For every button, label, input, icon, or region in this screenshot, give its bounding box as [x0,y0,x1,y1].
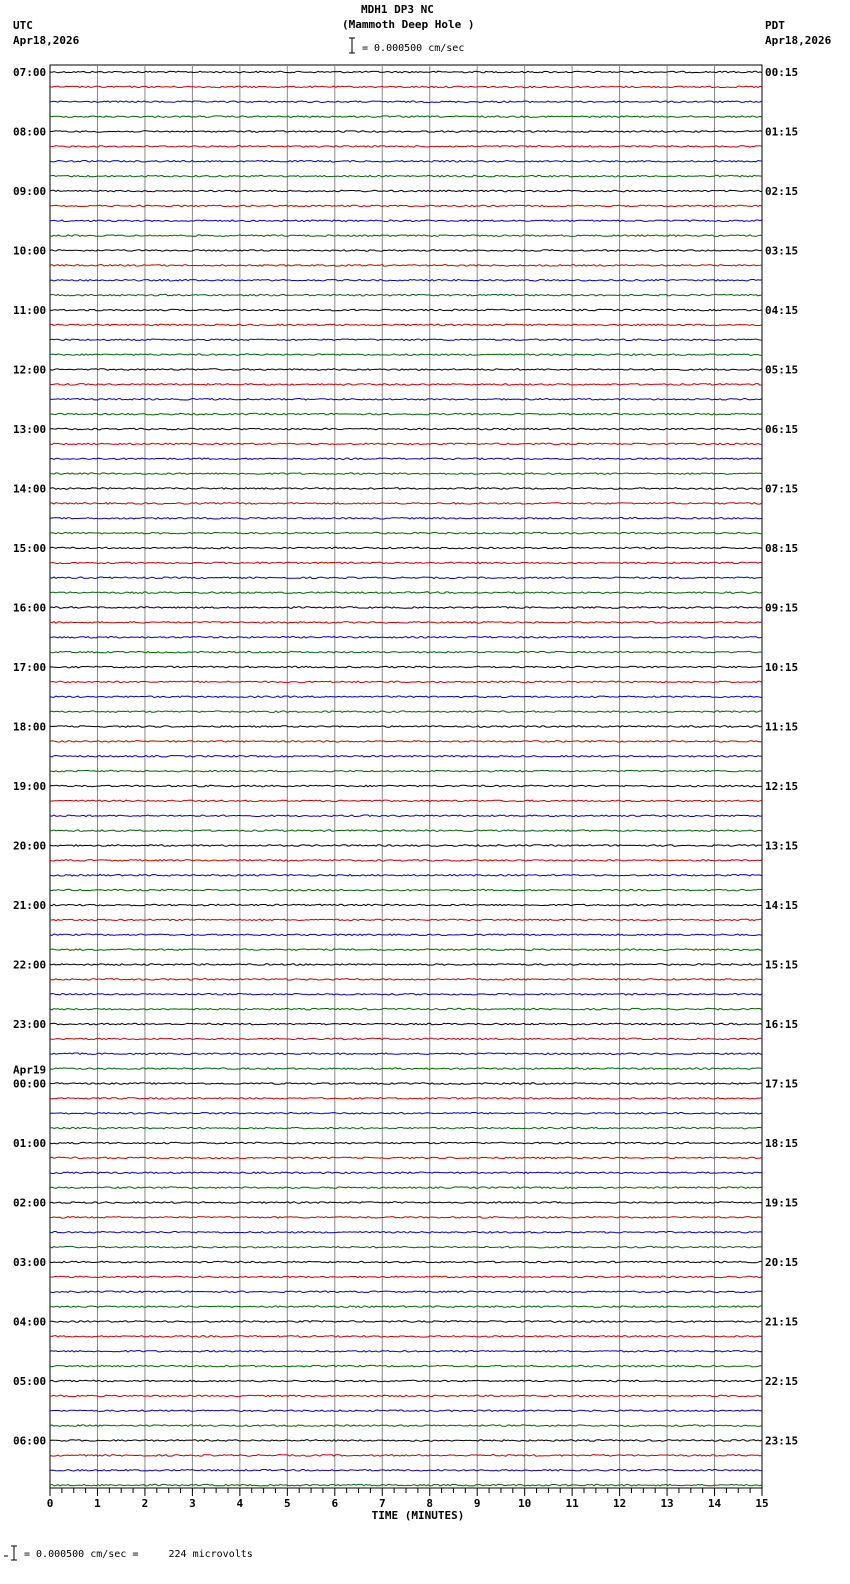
seismic-trace [50,1157,762,1159]
right-hour-label: 21:15 [765,1315,799,1329]
seismic-trace [50,979,762,981]
seismic-trace [50,1127,762,1129]
left-date: Apr18,2026 [13,34,80,47]
left-hour-label: 16:00 [13,601,47,615]
scale-bar-icon [349,38,355,53]
footer-scale-note: = 0.000500 cm/sec = 224 microvolts [24,1549,253,1560]
x-tick-label: 0 [46,1497,54,1510]
seismic-trace [50,607,762,609]
left-hour-label: 15:00 [13,542,47,555]
left-hour-label: 10:00 [13,244,47,258]
seismic-trace [50,1232,762,1234]
seismic-trace [50,637,762,639]
seismic-trace [50,1306,762,1308]
seismic-trace [50,1187,762,1189]
right-timezone: PDT [765,19,785,32]
left-hour-label: 17:00 [13,661,47,674]
seismic-trace [50,964,762,966]
seismic-trace [50,622,762,624]
seismic-trace [50,116,762,118]
right-hour-label: 17:15 [765,1077,799,1091]
x-tick-label: 7 [378,1497,386,1510]
right-hour-label: 02:15 [765,185,799,198]
seismic-trace [50,339,762,341]
right-hour-label: 08:15 [765,542,799,555]
plot-frame [50,65,762,1488]
right-hour-label: 12:15 [765,780,799,793]
seismic-trace [50,1053,762,1055]
seismic-trace [50,71,762,73]
x-tick-label: 15 [755,1497,769,1510]
seismic-trace [50,860,762,862]
right-hour-label: 19:15 [765,1196,799,1210]
seismic-trace [50,280,762,282]
left-hour-label: 20:00 [13,839,47,853]
right-date: Apr18,2026 [765,34,832,47]
seismic-trace [50,815,762,817]
x-tick-label: 2 [141,1497,149,1510]
scale-bar-label: = 0.000500 cm/sec [362,43,465,54]
left-hour-label: 04:00 [13,1315,47,1329]
station-location: (Mammoth Deep Hole ) [342,18,475,31]
right-hour-label: 13:15 [765,839,799,853]
x-tick-label: 8 [426,1497,434,1510]
seismic-trace [50,1098,762,1100]
right-hour-label: 05:15 [765,363,799,377]
seismic-trace [50,949,762,951]
seismic-trace [50,1291,762,1293]
left-hour-label: 08:00 [13,125,47,139]
seismic-trace [50,1276,762,1278]
seismic-trace [50,577,762,579]
seismic-trace [50,1246,762,1248]
seismic-trace [50,1351,762,1353]
seismic-trace [50,488,762,490]
left-hour-label: 22:00 [13,958,47,972]
seismic-trace [50,265,762,267]
left-hour-label: 19:00 [13,780,47,793]
x-tick-label: 14 [707,1497,722,1510]
x-tick-label: 13 [660,1497,674,1510]
right-hour-label: 00:15 [765,66,799,79]
seismic-trace [50,1261,762,1263]
station-title: MDH1 DP3 NC [361,3,434,16]
seismic-trace [50,651,762,653]
right-hour-label: 23:15 [765,1434,799,1448]
seismic-trace [50,175,762,177]
x-tick-label: 3 [189,1497,196,1510]
x-tick-label: 10 [518,1497,532,1510]
seismic-trace [50,934,762,936]
seismic-trace [50,904,762,906]
seismic-trace [50,324,762,326]
seismic-trace [50,101,762,103]
left-hour-label: 11:00 [13,304,47,317]
x-tick-label: 1 [94,1497,101,1510]
right-hour-label: 10:15 [765,661,799,674]
seismic-trace [50,711,762,713]
seismic-trace [50,146,762,148]
seismic-trace [50,220,762,222]
x-tick-label: 12 [612,1497,627,1510]
right-hour-label: 09:15 [765,601,799,615]
left-hour-label: 12:00 [13,363,47,377]
seismic-trace [50,235,762,237]
right-hour-label: 16:15 [765,1018,799,1031]
seismic-trace [50,161,762,163]
seismic-trace [50,1425,762,1427]
seismic-trace [50,1142,762,1144]
seismic-trace [50,1395,762,1397]
left-hour-label: 21:00 [13,899,47,912]
seismic-trace [50,875,762,877]
left-hour-label: 06:00 [13,1434,47,1448]
seismic-trace [50,830,762,832]
seismic-trace [50,681,762,683]
x-tick-label: 11 [565,1497,579,1510]
right-hour-label: 03:15 [765,244,799,258]
seismic-trace [50,428,762,430]
day-change-label: Apr19 [13,1063,47,1077]
seismic-trace [50,547,762,549]
right-hour-label: 01:15 [765,125,799,139]
seismic-trace [50,994,762,996]
seismic-trace [50,1038,762,1040]
seismic-trace [50,1380,762,1382]
right-hour-label: 20:15 [765,1256,799,1269]
seismic-trace [50,1068,762,1070]
right-hour-label: 15:15 [765,958,799,972]
seismic-trace [50,309,762,311]
left-hour-label: 01:00 [13,1137,47,1150]
seismic-trace [50,1172,762,1174]
left-hour-label: 07:00 [13,66,47,79]
left-timezone: UTC [13,19,33,32]
seismic-trace [50,845,762,847]
seismic-trace [50,458,762,460]
left-hour-label: 00:00 [13,1077,47,1091]
seismic-trace [50,770,762,772]
x-tick-label: 5 [284,1497,291,1510]
x-tick-label: 4 [236,1497,244,1510]
seismic-trace [50,1365,762,1367]
seismic-trace [50,1113,762,1115]
x-tick-label: 9 [473,1497,481,1510]
seismic-trace [50,1008,762,1010]
x-tick-label: 6 [331,1497,339,1510]
right-hour-label: 06:15 [765,423,799,436]
time-axis [47,1488,769,1522]
left-hour-label: 03:00 [13,1256,47,1269]
seismic-trace [50,473,762,475]
seismic-trace [50,1455,762,1457]
footer-scale-bar-icon [4,1546,17,1560]
seismic-trace [50,1202,762,1204]
right-hour-label: 04:15 [765,304,799,317]
right-hour-label: 18:15 [765,1137,799,1150]
seismic-trace [50,443,762,445]
seismic-trace [50,354,762,356]
right-hour-label: 14:15 [765,899,799,912]
seismic-trace [50,1321,762,1323]
seismic-trace [50,518,762,520]
right-hour-label: 07:15 [765,482,799,496]
seismic-trace [50,726,762,728]
left-hour-label: 09:00 [13,185,47,198]
seismic-trace [50,384,762,386]
seismic-trace [50,562,762,564]
seismic-trace [50,1470,762,1472]
seismic-trace [50,919,762,921]
seismic-trace [50,250,762,252]
seismic-trace [50,190,762,192]
seismic-trace [50,1336,762,1338]
seismic-trace [50,1083,762,1085]
left-hour-label: 05:00 [13,1375,47,1388]
left-hour-label: 23:00 [13,1018,47,1031]
seismic-trace [50,800,762,802]
seismic-trace [50,413,762,415]
seismic-trace [50,592,762,594]
right-hour-label: 22:15 [765,1375,799,1388]
seismic-trace [50,1410,762,1412]
seismic-trace [50,532,762,534]
seismic-trace [50,1217,762,1219]
seismic-trace [50,1023,762,1025]
seismic-trace [50,86,762,88]
time-grid [50,65,762,1488]
seismic-traces [50,71,762,1486]
seismic-trace [50,741,762,743]
left-hour-label: 13:00 [13,423,47,436]
seismic-trace [50,785,762,787]
x-axis-label: TIME (MINUTES) [371,1509,465,1522]
left-hour-label: 14:00 [13,482,47,496]
seismic-trace [50,756,762,758]
left-hour-label: 02:00 [13,1196,47,1210]
seismic-trace [50,205,762,207]
seismic-trace [50,503,762,505]
seismic-trace [50,1440,762,1442]
seismic-trace [50,1484,762,1486]
seismic-trace [50,294,762,296]
left-hour-label: 18:00 [13,720,47,734]
seismic-trace [50,696,762,698]
seismic-trace [50,131,762,133]
seismic-trace [50,399,762,401]
seismic-trace [50,666,762,668]
right-hour-label: 11:15 [765,720,799,734]
seismic-trace [50,369,762,371]
seismic-trace [50,889,762,891]
